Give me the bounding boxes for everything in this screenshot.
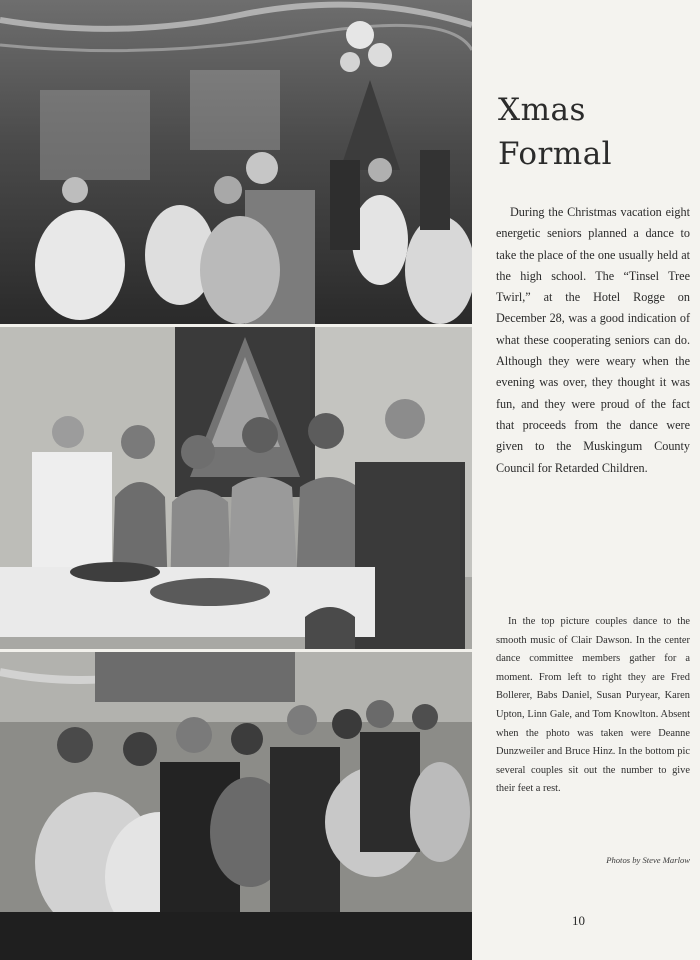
photo-seated-couples: [0, 652, 472, 960]
article-column: [472, 0, 700, 960]
photo-caption: In the top picture couples dance to the smooth music of Clair Dawson. In the center dance committee members gather for a moment. From left to right they are Fred Bollerer, Babs Daniel, Susan Puryear, Karen Upton, Linn Gale, and Tom Knowlton. Absent when the photo was taken were Deanne Dunzweiler and Bruce Hinz. In the bottom pic several couples sit out the number to give their feet a rest.: [496, 616, 690, 795]
photo-dancing-couples: [0, 0, 472, 324]
article-body: During the Christmas vacation eight energetic seniors planned a dance to take the place of the one usually held at the high school. The “Tinsel Tree Twirl,” at the Hotel Rogge on December 28, was a good indication of what these cooperating seniors can do. Although they were weary when the evening was over, they thought it was fun, and they were proud of the fact that proceeds from the dance were given to the Muskingum County Council for Retarded Children.: [496, 205, 690, 475]
title-line-2: Formal: [498, 136, 613, 172]
photo-dance-committee: [0, 327, 472, 649]
article-title: [498, 88, 688, 176]
photo-credit: Photos by Steve Marlow: [606, 855, 690, 865]
page-number: 10: [572, 913, 585, 928]
title-line-1: Xmas: [498, 92, 586, 128]
